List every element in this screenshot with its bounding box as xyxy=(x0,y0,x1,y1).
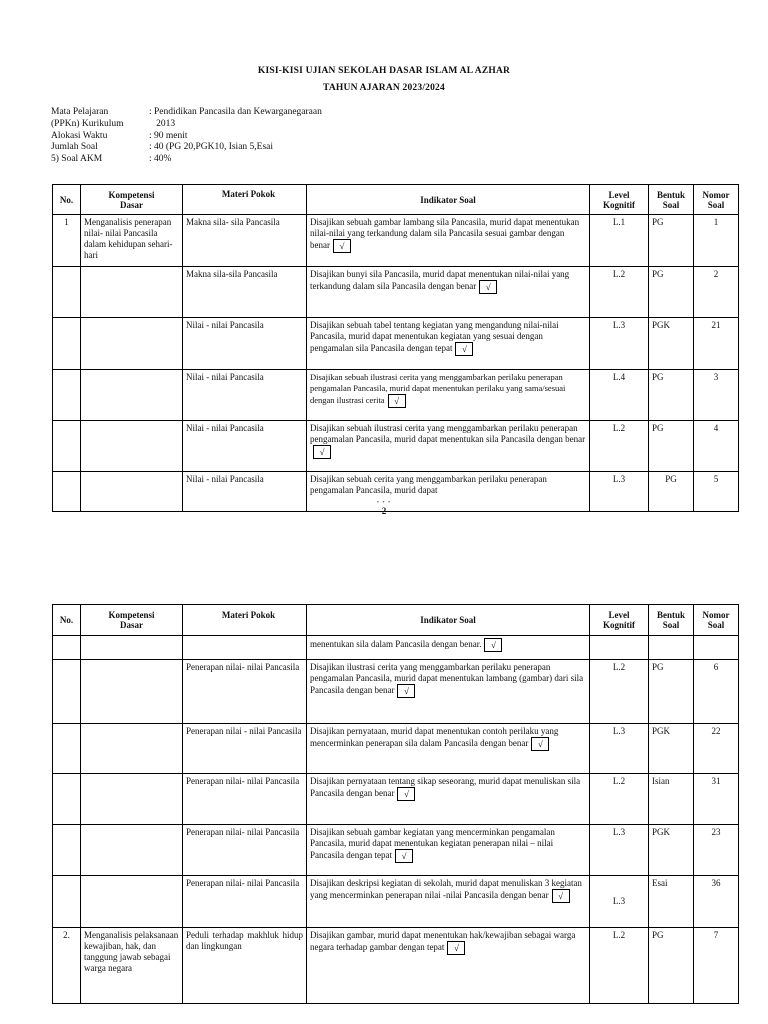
cell-indikator xyxy=(307,421,590,472)
indikator-text: Disajikan bunyi sila Pancasila, murid dapat menentukan nilai-nilai yang terkandung dalam sila Pancasila dengan benar xyxy=(310,269,570,292)
cell-no xyxy=(53,876,81,928)
col-header-level xyxy=(590,605,649,636)
cell-materi: Penerapan nilai- nilai Pancasila xyxy=(183,876,307,928)
check-box: √ xyxy=(447,941,465,955)
cell-materi: Nilai - nilai Pancasila xyxy=(183,370,307,421)
check-box: √ xyxy=(484,638,502,652)
cell-kompetensi: Menganalisis pelaksanaan kewajiban, hak, dan tanggung jawab sebagai warga negara xyxy=(81,928,183,1004)
cell-level: L.4 xyxy=(590,370,649,421)
indikator-text: menentukan sila dalam Pancasila dengan benar. xyxy=(310,639,482,650)
cell-materi: Penerapan nilai- nilai Pancasila xyxy=(183,660,307,724)
meta-block xyxy=(51,107,322,166)
cell-materi: Nilai - nilai Pancasila xyxy=(183,421,307,472)
cell-materi: Penerapan nilai - nilai Pancasila xyxy=(183,724,307,774)
indikator-text: Disajikan gambar, murid dapat menentukan hak/kewajiban sebagai warga negara terhadap gambar dengan tepat xyxy=(310,930,576,953)
meta-row xyxy=(51,142,322,154)
cell-nomor xyxy=(694,636,739,660)
meta-row xyxy=(51,119,322,131)
meta-value: : 90 menit xyxy=(149,130,188,141)
check-box: √ xyxy=(313,445,331,459)
document-title: KISI-KISI UJIAN SEKOLAH DASAR ISLAM AL AZHAR xyxy=(257,66,511,76)
table-row xyxy=(53,215,739,267)
check-box: √ xyxy=(479,280,497,294)
cell-bentuk: PG xyxy=(649,928,694,1004)
cell-nomor: 1 xyxy=(694,215,739,267)
cell-kompetensi xyxy=(81,318,183,370)
cell-materi: Nilai - nilai Pancasila xyxy=(183,318,307,370)
cell-kompetensi xyxy=(81,825,183,876)
cell-no xyxy=(53,318,81,370)
cell-bentuk: PG xyxy=(649,370,694,421)
cell-level: L.2 xyxy=(590,267,649,318)
indikator-text: Disajikan sebuah gambar kegiatan yang mencerminkan pengamalan Pancasila, murid dapat menentukan kegiatan penerapan nilai – nilai Pancasila dengan tepat xyxy=(310,827,555,861)
col-header-bentuk-line1: Bentuk xyxy=(656,189,685,200)
indikator-text: Disajikan deskripsi kegiatan di sekolah, murid dapat menuliskan 3 kegiatan yang mencerminkan penerapan nilai -nilai Pancasila dengan benar xyxy=(310,878,582,901)
cell-indikator xyxy=(307,724,590,774)
indikator-text: Disajikan sebuah ilustrasi cerita yang menggambarkan perilaku penerapan pengamalan Pancasila, murid dapat menentukan sila Pancasila dengan benar xyxy=(310,423,586,444)
cell-nomor: 31 xyxy=(694,774,739,825)
cell-level: L.2 xyxy=(590,774,649,825)
meta-key: 5) Soal AKM xyxy=(51,154,103,165)
cell-level: L.3 xyxy=(590,876,649,928)
cell-level: L.1 xyxy=(590,215,649,267)
cell-nomor: 23 xyxy=(694,825,739,876)
indikator-text: Disajikan pernyataan, murid dapat menentukan contoh perilaku yang mencerminkan penerapan sila dalam Pancasila dengan benar xyxy=(310,726,559,749)
cell-materi xyxy=(183,636,307,660)
table-header-row xyxy=(53,605,739,636)
table-row xyxy=(53,876,739,928)
cell-nomor: 2 xyxy=(694,267,739,318)
cell-bentuk: PGK xyxy=(649,724,694,774)
col-header-nomor xyxy=(694,185,739,215)
cell-materi: Makna sila- sila Pancasila xyxy=(183,215,307,267)
cell-indikator xyxy=(307,774,590,825)
cell-indikator xyxy=(307,215,590,267)
cell-indikator xyxy=(307,928,590,1004)
col-header-nomor-line2: Soal xyxy=(707,199,725,210)
cell-nomor: 21 xyxy=(694,318,739,370)
cell-no xyxy=(53,472,81,512)
document-subtitle: TAHUN AJARAN 2023/2024 xyxy=(323,83,445,93)
meta-value: 2013 xyxy=(149,118,176,129)
col-header-kompetensi-line2: Dasar xyxy=(120,620,143,630)
meta-key: Jumlah Soal xyxy=(51,142,98,153)
meta-key: Mata Pelajaran xyxy=(51,107,109,117)
col-header-nomor-line1: Nomor xyxy=(702,189,730,200)
cell-nomor: 22 xyxy=(694,724,739,774)
cell-level: L.3 xyxy=(590,318,649,370)
cell-materi: Penerapan nilai- nilai Pancasila xyxy=(183,774,307,825)
cell-materi: Peduli terhadap makhluk hidup dan lingkungan xyxy=(183,928,307,1004)
indikator-text: Disajikan ilustrasi cerita yang menggambarkan perilaku penerapan pengamalan Pancasila, murid dapat menentukan lambang (gambar) dari sila Pancasila dengan benar xyxy=(310,662,584,696)
col-header-level-line1: Level xyxy=(608,189,630,200)
cell-nomor: 7 xyxy=(694,928,739,1004)
check-box: √ xyxy=(395,849,413,863)
page-break-dots: • • • xyxy=(376,500,392,506)
cell-bentuk: PG xyxy=(649,660,694,724)
col-header-indikator: Indikator Soal xyxy=(307,185,590,215)
cell-indikator xyxy=(307,825,590,876)
cell-kompetensi xyxy=(81,421,183,472)
cell-level: L.3 xyxy=(590,825,649,876)
meta-value: : 40 (PG 20,PGK10, Isian 5,Esai xyxy=(149,142,274,153)
col-header-nomor-line1: Nomor xyxy=(702,610,730,620)
cell-materi: Makna sila-sila Pancasila xyxy=(183,267,307,318)
meta-row xyxy=(51,154,322,166)
cell-kompetensi xyxy=(81,660,183,724)
col-header-level-line1: Level xyxy=(608,610,630,620)
col-header-materi: Materi Pokok xyxy=(183,605,307,636)
cell-kompetensi xyxy=(81,267,183,318)
meta-value: : 40% xyxy=(149,154,172,165)
check-box: √ xyxy=(397,787,415,801)
check-box: √ xyxy=(552,889,570,903)
cell-level: L.2 xyxy=(590,660,649,724)
col-header-kompetensi-line1: Kompetensi xyxy=(108,610,155,620)
table-row xyxy=(53,421,739,472)
cell-bentuk: PG xyxy=(649,215,694,267)
cell-indikator xyxy=(307,636,590,660)
table-row xyxy=(53,825,739,876)
cell-nomor: 5 xyxy=(694,472,739,512)
col-header-nomor xyxy=(694,605,739,636)
cell-level: L.3 xyxy=(590,472,649,512)
check-box: √ xyxy=(455,342,473,356)
cell-level: L.2 xyxy=(590,421,649,472)
cell-no xyxy=(53,636,81,660)
col-header-level xyxy=(590,185,649,215)
col-header-level-line2: Kognitif xyxy=(602,199,635,210)
check-box: √ xyxy=(388,394,406,408)
cell-bentuk: PG xyxy=(649,267,694,318)
col-header-kompetensi xyxy=(81,605,183,636)
cell-kompetensi xyxy=(81,636,183,660)
col-header-bentuk xyxy=(649,185,694,215)
cell-indikator xyxy=(307,318,590,370)
meta-row xyxy=(51,107,322,119)
meta-value: : Pendidikan Pancasila dan Kewarganegaraan xyxy=(149,107,322,117)
cell-kompetensi xyxy=(81,472,183,512)
cell-bentuk: PGK xyxy=(649,825,694,876)
cell-no xyxy=(53,267,81,318)
col-header-kompetensi xyxy=(81,185,183,215)
col-header-nomor-line2: Soal xyxy=(707,620,725,630)
cell-bentuk: PG xyxy=(649,421,694,472)
cell-kompetensi xyxy=(81,370,183,421)
cell-no xyxy=(53,370,81,421)
col-header-kompetensi-line1: Kompetensi xyxy=(108,189,155,200)
table-row xyxy=(53,318,739,370)
cell-kompetensi xyxy=(81,876,183,928)
cell-no xyxy=(53,660,81,724)
col-header-materi: Materi Pokok xyxy=(183,185,307,215)
cell-nomor: 36 xyxy=(694,876,739,928)
cell-nomor: 3 xyxy=(694,370,739,421)
cell-kompetensi xyxy=(81,774,183,825)
meta-key: (PPKn) Kurikulum xyxy=(51,118,124,129)
cell-no xyxy=(53,724,81,774)
indikator-text: Disajikan pernyataan tentang sikap seseorang, murid dapat menuliskan sila Pancasila dengan benar xyxy=(310,776,581,799)
table-row xyxy=(53,472,739,512)
cell-level xyxy=(590,636,649,660)
cell-bentuk: Isian xyxy=(649,774,694,825)
cell-level: L.2 xyxy=(590,928,649,1004)
cell-materi: Penerapan nilai- nilai Pancasila xyxy=(183,825,307,876)
cell-no: 1 xyxy=(53,215,81,267)
kisi-kisi-table-page-1 xyxy=(52,184,739,512)
cell-kompetensi xyxy=(81,724,183,774)
table-row xyxy=(53,774,739,825)
check-box: √ xyxy=(397,684,415,698)
cell-no: 2. xyxy=(53,928,81,1004)
cell-indikator xyxy=(307,660,590,724)
cell-level: L.3 xyxy=(590,724,649,774)
col-header-indikator: Indikator Soal xyxy=(307,605,590,636)
cell-kompetensi: Menganalisis penerapan nilai- nilai Pancasila dalam kehidupan sehari-hari xyxy=(81,215,183,267)
col-header-bentuk-line2: Soal xyxy=(662,620,680,630)
col-header-no: No. xyxy=(53,185,81,215)
page-number: 2 xyxy=(381,506,387,516)
cell-no xyxy=(53,825,81,876)
cell-indikator xyxy=(307,876,590,928)
col-header-bentuk-line2: Soal xyxy=(662,199,680,210)
cell-no xyxy=(53,421,81,472)
col-header-bentuk-line1: Bentuk xyxy=(656,610,685,620)
table-row xyxy=(53,370,739,421)
col-header-kompetensi-line2: Dasar xyxy=(120,199,143,210)
indikator-text: Disajikan sebuah ilustrasi cerita yang menggambarkan perilaku penerapan pengamalan Pancasila, murid dapat menentukan perilaku yang sama/sesuai dengan ilustrasi cerita xyxy=(310,372,566,405)
cell-indikator xyxy=(307,370,590,421)
table-row xyxy=(53,928,739,1004)
table-row xyxy=(53,267,739,318)
cell-indikator: Disajikan sebuah cerita yang menggambarkan perilaku penerapan pengamalan Pancasila, murid dapat xyxy=(307,472,590,512)
table-header-row xyxy=(53,185,739,215)
indikator-text: Disajikan sebuah tabel tentang kegiatan yang mengandung nilai-nilai Pancasila, murid dapat menentukan kegiatan yang sesuai dengan pengamalan sila Pancasila dengan tepat xyxy=(310,320,559,354)
cell-materi: Nilai - nilai Pancasila xyxy=(183,472,307,512)
cell-nomor: 6 xyxy=(694,660,739,724)
table-row xyxy=(53,660,739,724)
table-row xyxy=(53,636,739,660)
cell-bentuk xyxy=(649,636,694,660)
table-row xyxy=(53,724,739,774)
col-header-level-line2: Kognitif xyxy=(602,620,635,630)
cell-indikator xyxy=(307,267,590,318)
cell-nomor: 4 xyxy=(694,421,739,472)
check-box: √ xyxy=(333,239,351,253)
col-header-bentuk xyxy=(649,605,694,636)
cell-bentuk: PGK xyxy=(649,318,694,370)
check-box: √ xyxy=(531,737,549,751)
meta-row xyxy=(51,131,322,143)
col-header-no: No. xyxy=(53,605,81,636)
cell-no xyxy=(53,774,81,825)
meta-key: Alokasi Waktu xyxy=(51,130,108,141)
indikator-text: Disajikan sebuah gambar lambang sila Pancasila, murid dapat menentukan nilai-nilai yang terkandung dalam sila Pancasila sesuai gambar dengan benar xyxy=(310,217,580,251)
kisi-kisi-table-page-2 xyxy=(52,604,739,1004)
cell-bentuk: Esai xyxy=(649,876,694,928)
cell-bentuk: PG xyxy=(649,472,694,512)
